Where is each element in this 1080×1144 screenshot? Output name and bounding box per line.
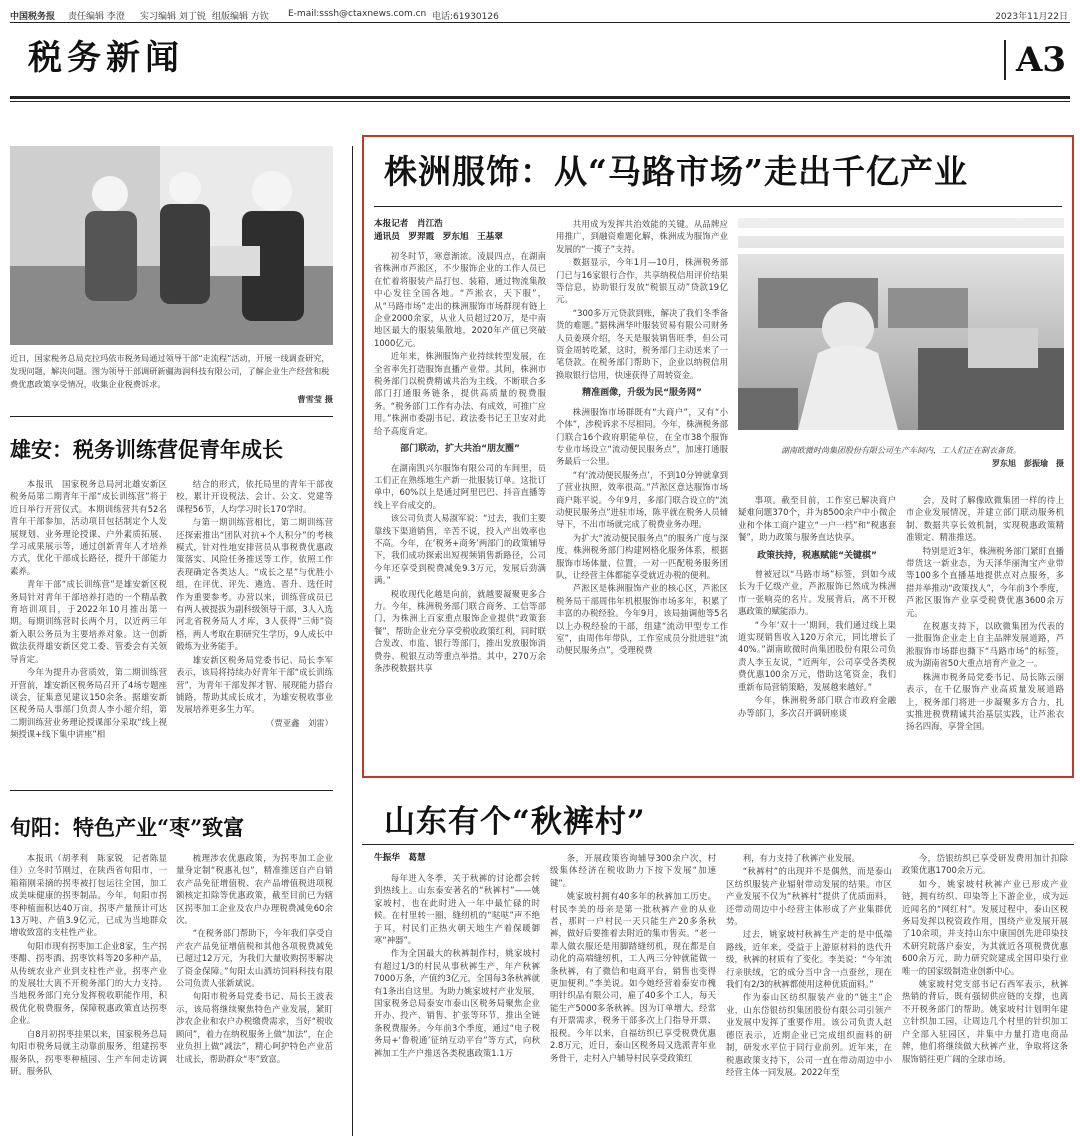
shandong-para: 利，有力支持了秋裤产业发展。 xyxy=(742,853,861,863)
zhuzhou-para: 会，及时了解像欧微集团一样的待上市企业发展情况，并建立部门联动服务机制、数据共享长效机制，实现税惠政策精准锁定、精准推送。 xyxy=(906,495,1064,543)
shandong-col-3 xyxy=(726,852,892,1138)
zhuzhou-photo-caption xyxy=(738,444,1064,470)
section-title: 税务新闻 xyxy=(28,38,184,78)
xunyang-para: 自8月初拐枣挂果以来，国家税务总局旬阳市税务局就主动靠前服务，组建拐枣服务队，拐枣枣种植园、生产车间走访调研。服务队 xyxy=(10,1028,167,1076)
zhuzhou-subhead-2: 精准画像，升级为民“服务网” xyxy=(582,388,702,399)
xiongan-para: 今年为提升办营质效，第二期训练营开营前，雄安新区税务局召开了4场专题座谈会，征集意见建议150余条。据雄安新区税务局人事部门负责人李小超介绍，第二期训练营业务理论授课部分采取“线上视频授课+线下集中讲座”相 xyxy=(10,667,167,740)
masthead-intern: 实习编辑 刘丁锐 xyxy=(140,12,206,22)
top-rule xyxy=(10,22,1070,23)
zhuzhou-para: 共用成为发挥共治效能的关键。从品牌应用推广，到融资难题化解，株洲成为服饰产业发展的“一揽子”支持。 xyxy=(556,219,728,254)
xunyang-col-1 xyxy=(10,852,167,1138)
zhuzhou-para: 曾被冠以“马路市场”标签，到如今成长为千亿级产业，芦淞服饰已然成为株洲市一张响亮的名片。发展背后，离不开税惠政策的赋能添力。 xyxy=(738,569,896,617)
xunyang-para: 本报讯（胡孝利 陈家锐 记者陈显佳）立冬时节刚过，在陕西省旬阳市，一箱箱刚采摘的拐枣被打包运往全国，加工成美味健康的拐枣制品。今年，旬阳市拐枣种植面积达40万亩，拐枣产量预计可达13万吨、产值3.9亿元，已成为当地群众增收致富的支柱性产业。 xyxy=(10,853,167,938)
shandong-para: 条，开展政策咨询辅导300余户次，村级集体经济在税收助力下按下发展“加速键”。 xyxy=(550,853,716,888)
masthead-email: E-mail:sssh@ctaxnews.com.cn xyxy=(288,9,427,19)
zhuzhou-para: “今年‘双十一’期间，我们通过线上渠道实现销售收入120万余元，同比增长了40%。”湖南欧微时尚集团股份有限公司负责人李玉友说，“近两年，公司享受各类税费优惠100余万元，借助这笔资金，我们重新布局营销策略，发展越来越好。” xyxy=(738,619,896,692)
zhuzhou-para: 为扩大“流动便民服务点”的服务广度与深度，株洲税务部门构建网格化服务体系，根据服饰市场体量、位置，一对一匹配税务服务团队，让经营主体都能享受就近办税的便利。 xyxy=(556,532,728,580)
shandong-headline-rule xyxy=(362,844,1074,845)
xunyang-col-2 xyxy=(176,852,333,1138)
zhuzhou-para: 株洲服饰市场群既有“大商户”，又有“小个体”，涉税诉求不尽相同。今年，株洲税务部门联合16个政府职能单位，在全市38个服饰专业市场设立“流动便民服务点”，加速打通服务最后一公里。 xyxy=(556,406,728,467)
zhuzhou-subhead-3: 政策扶持，税惠赋能“关键棋” xyxy=(757,550,877,561)
zhuzhou-para: 特别是近3年，株洲税务部门紧盯直播带货这一新业态，为天泽华丽淘宝产业带等100多个直播基地提供点对点服务，多措并举推动“政策找人”，今年前3个季度，芦淞区服饰产业享受税费优惠3600余万元。 xyxy=(906,545,1064,618)
rule-under-photo1 xyxy=(10,416,333,417)
photo1-credit: 曹雪莹 摄 xyxy=(297,394,333,404)
zhuzhou-photo-caption-text: 湖南欧微时尚集团股份有限公司生产车间内，工人们正在制衣备货。 xyxy=(781,446,1021,455)
zhuzhou-para: 在税惠支持下，以欧微集团为代表的一批服饰企业走上自主品牌发展道路，芦淞服饰市场群也撕下“马路市场”的标签，成为湖南省50大重点培育产业之一。 xyxy=(906,621,1064,669)
shandong-para: 每年进入冬季，关于秋裤的讨论都会转到热线上。山东泰安著名的“秋裤村”——姚家坡村，也在此时进入一年中最忙碌的时候。在村里转一圈，缝纫机的“哒哒”声不绝于耳，村民们正热火朝天地生产着保暖御寒“神器”。 xyxy=(374,873,540,946)
zhuzhou-headline-rule xyxy=(374,206,1062,207)
zhuzhou-para: 初冬时节，寒意渐浓。凌晨四点，在湖南省株洲市芦淞区，不少服饰企业的工作人员已在忙着将服装产品打包、装箱，通过物流集散中心发往全国各地。“芦淞衣，天下服”，从“马路市场”走出的株洲服饰市场群现有链上企业2000余家，从业人员超过20万，是中南地区最大的服装集散地，2020年产值已突破1000亿元。 xyxy=(374,251,546,348)
zhuzhou-para: 数据显示，今年1月—10月，株洲税务部门已与16家银行合作，共享纳税信用评价结果等信息，协助银行发放“税银互动”贷款19亿元。 xyxy=(556,257,728,305)
shandong-para: 作为全国最大的秋裤制作村，姚家坡村有超过1/3的村民从事秋裤生产，年产秋裤7000万条，产值约3亿元，全国每3条秋裤就有1条出自这里。为助力姚家坡村产业发展，国家税务总局泰安市泰山区税务局聚焦企业开办、投产、销售、扩张等环节，推出全链条税费服务。今年前3个季度，通过“电子税务局+‘鲁税通’征纳互动平台”等方式，向秋裤加工生产户推送各类税惠政策1.1万 xyxy=(374,948,540,1058)
rule-under-xiongan xyxy=(10,790,333,791)
xiongan-col-1 xyxy=(10,478,167,780)
xunyang-para: 旬阳市现有拐枣加工企业8家，生产拐枣醋、拐枣酒、拐枣饮料等20多种产品，从传统农业产业到支柱性产业，拐枣产业的发展壮大离不开税务部门的大力支持。当地税务部门充分发挥税收职能作用，积极优化税费服务，保障税惠政策直达拐枣企业。 xyxy=(10,940,167,1026)
zhuzhou-para: 该公司负责人易淑军说：“过去，我们主要靠线下渠道销售，辛苦不说，投入产出效率也不高。今年，在‘税务+商务’两部门的政策辅导下，我们成功探索出短视频销售新路径，公司今年还享受到税费减免9.3万元，发展后劲满满。” xyxy=(374,513,546,586)
xiongan-para: 青年干部“成长训练营”是雄安新区税务局针对青年干部培养打造的一个精品教育培训项目，于2022年10月推出第一期。每期训练营时长两个月，以近两三年新入职公务员为主要培养对象。这一创新做法获得雄安新区党工委、管委会有关领导肯定。 xyxy=(10,579,167,664)
xunyang-headline: 旬阳：特色产业“枣”致富 xyxy=(10,815,245,840)
zhuzhou-para: 近年来，株洲服饰产业持续转型发展，在全省率先打造服饰直播产业带。其间，株洲市税务部门以税费精诚共治为主线，不断联合多部门打通服务链条，提供高质量的税费服务。“税务部门工作有办法、有成效，可推广应用。”株洲市委副书记、政法委书记王卫安对此给予高度肯定。 xyxy=(374,351,546,436)
shandong-headline: 山东有个“秋裤村” xyxy=(384,804,646,840)
xunyang-para: 旬阳市税务局党委书记、局长王波表示，该局将继续聚焦特色产业发展，紧盯涉农企业和农户办税缴费需求，当好“税收顾问”，着力在纳税服务上做“加法”，在企业负担上做“减法”，精心呵护特色产业茁壮成长，帮助群众“枣”致富。 xyxy=(176,991,333,1064)
shandong-para: 过去，姚家坡村秋裤生产走的是中低端路线，近年来，受益于上游原材料的迭代升级，秋裤的材质有了变化。李美说：“今年流行亲肤绒，它的成分当中含一点蚕丝，现在我们有2/3的秋裤都使用这种优质面料。” xyxy=(726,929,892,990)
photo1-caption: 近日，国家税务总局克拉玛依市税务局通过领导干部“走流程”活动，开展一线调查研究，发现问题，解决问题。图为领导干部调研新疆海润科技有限公司，了解企业生产经营和税费优惠政策享受情况，收集企业税费诉求。 曹雪莹 摄 xyxy=(10,353,333,404)
section-rule-thin xyxy=(10,101,1070,102)
masthead-phone: 电话:61930126 xyxy=(432,12,499,22)
zhuzhou-para: 芦淞区是株洲服饰产业的核心区，芦淞区税务局干部周伟年机根服饰市场多年，积累了丰富的办税经验。今年9月，该局抽调他等5名以上办税经验的干部，组建“流动甲型专工作室”，由周伟年带队，工作室成员分批进驻“流动便民服务点”，受理税费 xyxy=(556,583,728,656)
zhuzhou-byline-correspondents: 通讯员 罗羿霞 罗东旭 王基翠 xyxy=(374,232,503,242)
zhuzhou-col-2 xyxy=(556,218,728,770)
zhuzhou-para: 税收现代化越是向前，就越要凝聚更多合力。今年，株洲税务部门联合商务、工信等部门，为株洲上百家重点服饰企业提供“政策套餐”，帮助企业充分享受税收政策红利，同时联合发改、市监、银行等部门，推出发放服饰消费券、税银互动等重点举措。其中，270万余条涉税数据共享 xyxy=(374,588,546,673)
zhuzhou-photo-credit: 罗东旭 彭振瑜 摄 xyxy=(992,459,1064,468)
xunyang-para: “在税务部门帮助下，今年我们享受自产农产品免征增值税和其他各项税费减免已超过12万元，为我们大量收购拐枣解决了资金保障。”旬阳太山酒坊饲料科技有限公司负责人张新斌说。 xyxy=(176,928,333,989)
masthead-editor: 责任编辑 李澄 xyxy=(68,12,125,22)
page-number: A3 xyxy=(1004,40,1066,80)
shandong-para: 姚家坡村拥有40多年的秋裤加工历史。村民李美的母亲是第一批秋裤产业的从业者，那时一户村民一天只能生产20多条秋裤，做好后要推着去附近的集市售卖。“老一辈人做衣服还是用脚踏缝纫机，现在都是自动化的高端缝纫机，工人两三分钟就能做一条秋裤，有了微信和电商平台，销售也变得更加便利。”李美说。如今她经营着泰安市槐明针织品有限公司，雇了40多个工人，每天能生产5000多条秋裤。因为订单增大，经常有开票需求，税务干部多次上门指导开票、报税。今年以来，自福纺织已享受税费优惠2.8万元，近日，泰山区税务局又选派青年业务骨干，走村入户辅导村民享受政策红 xyxy=(550,891,716,1063)
masthead-layout: 组版编辑 方钦 xyxy=(212,12,269,22)
xiongan-authors: （贾亚鑫 刘雷） xyxy=(266,717,333,728)
tax-officials-photo xyxy=(10,146,333,345)
masthead-date: 2023年11月22日 xyxy=(995,12,1068,22)
zhuzhou-col-4 xyxy=(906,494,1064,770)
xiongan-headline: 雄安：税务训练营促青年成长 xyxy=(10,437,283,462)
zhuzhou-para: “300多万元贷款到账，解决了我们冬季备货的难题。”据株洲华叶服装贸易有限公司财务人员姜瑛介绍，冬天是服装销售旺季，但公司资金周转吃紧，这时，税务部门主动送来了一笔贷款。在税务部门帮助下，企业以纳税信用换取银行信用，快速获得了周转资金。 xyxy=(556,307,728,380)
shandong-col-1 xyxy=(374,872,540,1138)
xiongan-para: 雄安新区税务局党委书记、局长李军表示，该局将持续办好青年干部“成长训练营”，为青年干部发挥才智、展现能力搭台铺路，帮助其成长成才，为雄安税收事业发展培养更多生力军。 xyxy=(176,654,333,715)
masthead-paper-name: 中国税务报 xyxy=(10,12,56,22)
zhuzhou-byline xyxy=(374,218,503,244)
shandong-para: 今，岱银纺织已享受研发费用加计扣除政策优惠1700余万元。 xyxy=(902,853,1068,876)
shandong-para: 姚家坡村党支部书记石西军表示，秋裤热销的背后，既有强韧供应链的支撑，也离不开税务部门的帮助。姚家坡村计划明年建立针织加工园，让周边几个村里的针织加工户全部入驻园区，并集中力量打造电商品牌，他们将继续做大秋裤产业，争取将这条服饰销往更广阔的全球市场。 xyxy=(902,979,1068,1064)
zhuzhou-subhead-1: 部门联动，扩大共治“朋友圈” xyxy=(400,444,520,455)
section-rule xyxy=(10,96,1070,99)
zhuzhou-para: 今年，株洲税务部门联合市政府金融办等部门，多次召开调研座谈 xyxy=(738,695,896,718)
xiongan-para: 与第一期训练营相比，第二期训练营还探索推出“团队对抗+个人积分”的考核模式，针对性地安排营员从事税费优惠政策落实、风险任务推送等工作，依照工作表现确定各类达人。“成长之星”与优胜小组，在评优、评先、遴选、晋升、选任时作为重要参考。办营以来，训练营成员已有两人被提拔为副科级领导干部，3人入选河北省税务局人才库，3人获得“三师”资格，两人考取在职研究生学历，9人成长中锻炼为业务能手。 xyxy=(176,517,333,652)
zhuzhou-para: 事项。截至目前，工作室已解决商户疑难问题370个，并为8500余户中小微企业和个体工商户建立“一户一档”和“税惠套餐”，助力政策与服务直达快享。 xyxy=(738,495,896,543)
xiongan-para: 结合的形式，依托局里的青年干部夜校，累计开设税法、会计、公文、党建等课程56节，人均学习时长170学时。 xyxy=(176,479,333,514)
zhuzhou-para: 在湖南凯兴尔服饰有限公司的车间里，员工们正在熟练地生产新一批服装订单。这批订单中，60%以上是通过阿里巴巴、抖音直播等线上平台成交的。 xyxy=(374,462,546,510)
xunyang-para: 梳理涉农优惠政策，为拐枣加工企业量身定制“税惠礼包”，精准推送自产自销农产品免征增值税、农产品增值税进项税额核定扣除等优惠政策，截至目前已为辖区拐枣加工企业及农户办理税费减免60余次。 xyxy=(176,853,333,926)
zhuzhou-col-3 xyxy=(738,494,896,770)
zhuzhou-para: 株洲市税务局党委书记、局长陈云丽表示，在千亿服饰产业高质量发展道路上，税务部门将进一步凝聚多方合力，扎实推进税费精诚共治基层实践，让芦淞衣扬名四海，享誉全国。 xyxy=(906,671,1064,732)
shandong-byline: 牛振华 葛慧 xyxy=(374,853,426,863)
zhuzhou-byline-reporter: 本报记者 肖江浩 xyxy=(374,219,443,229)
zhuzhou-col-1 xyxy=(374,250,546,770)
shandong-col-2 xyxy=(550,852,716,1138)
shandong-col-4 xyxy=(902,852,1068,1138)
shandong-para: 作为泰山区纺织服装产业的“链主”企业，山东岱银纺织集团股份有限公司引领产业发展中发挥了重要作用。该公司负责人赵德臣表示，近期企业已完成组织面料的研制，研发水平位于同行业前列。近年来，在税惠政策支持下，公司一直在带动周边中小经营主体一同发展。2022年至 xyxy=(726,992,892,1077)
zhuzhou-para: “有‘流动便民服务点’，不到10分钟就拿到了营业执照，效率很高。”芦淞区意达服饰市场商户陈平说。今年9月，多部门联合设立的“流动便民服务点”进驻市场，陈平就在税务人员辅导下，不出市场就完成了税费业务办理。 xyxy=(556,469,728,530)
xiongan-col-2 xyxy=(176,478,333,780)
zhuzhou-headline: 株洲服饰：从“马路市场”走出千亿产业 xyxy=(384,152,968,191)
shandong-para: 如今，姚家坡村秋裤产业已形成产业链，拥有纺织、印染等上下游企业，成为远近闻名的“网红村”。发展过程中，泰山区税务局发挥以税资政作用，围绕产业发展开展了10余项，并支持山东中康国创先进印染技术研究院落户泰安，为其就近各项税费优惠600余万元，助力研究院建成全国印染行业唯一的国家级制造业创新中心。 xyxy=(902,878,1068,976)
column-divider xyxy=(352,146,353,1136)
shandong-para: “秋裤村”的出现并不是偶然，而是泰山区纺织服装产业辐射带动发展的结果。市区产业发展不仅为“秋裤村”提供了优质面料，还带动周边中小经营主体形成了产业集群优势。 xyxy=(726,866,892,927)
factory-workshop-photo xyxy=(738,218,1064,430)
xiongan-para: 本报讯 国家税务总局河北雄安新区税务局第二期青年干部“成长训练营”将于近日举行开营仪式。本期训练营共有52名青年干部参加，活动项目包括制定个人发展规划、业务理论授课、户外素质拓展、学习成果展示等，通过创新青年人才培养方式，优化干部成长路径，提升干部能力素养。 xyxy=(10,479,167,576)
